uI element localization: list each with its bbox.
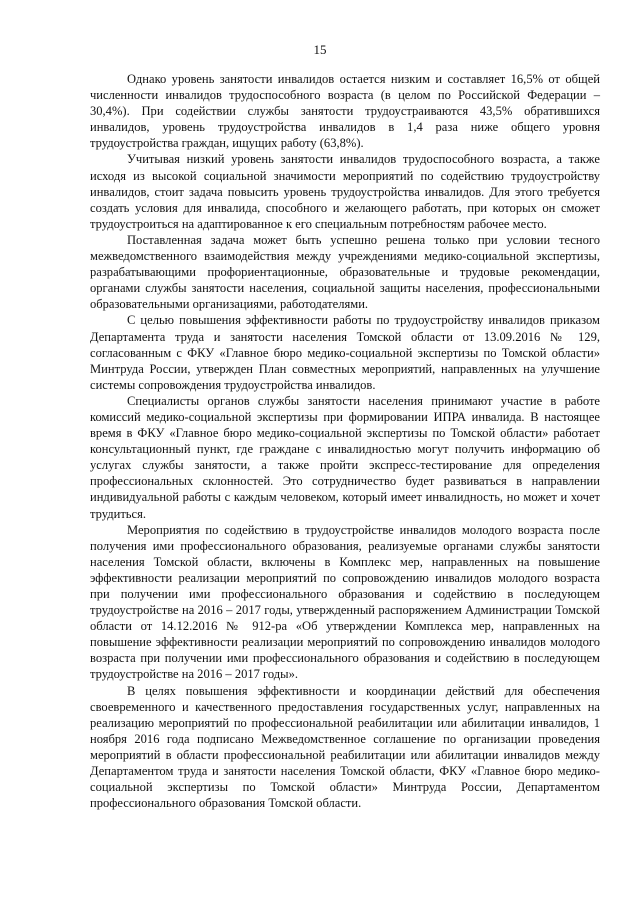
paragraph-employment-level: Однако уровень занятости инвалидов остается низким и составляет 16,5% от общей численности инвалидов трудоспособного возраста (в целом по Российской Федерации – 30,4%). При содействии службы занятости трудоустраиваются 43,5% обратившихся инвалидов, уровень трудоустройства инвалидов в 1,4 раза ниже общего уровня трудоустройства граждан, ищущих работу (63,8%). bbox=[90, 72, 600, 151]
body-text bbox=[90, 71, 600, 811]
paragraph-young-disabled-measures: Мероприятия по содействию в трудоустройстве инвалидов молодого возраста после получения ими профессионального образования, реализуемые органами службы занятости населения Томской области, включены в Комплекс мер, направленных на повышение эффективности реализации мероприятий по сопровождению инвалидов молодого возраста при получении ими профессионального образования и содействию в последующем трудоустройстве на 2016 – 2017 годы, утвержденный распоряжением Администрации Томской области от 14.12.2016 № 912-ра «Об утверждении Комплекса мер, направленных на повышение эффективности реализации мероприятий по сопровождению инвалидов молодого возраста при получении ими профессионального образования и содействию в последующем трудоустройстве на 2016 – 2017 годы». bbox=[90, 522, 600, 682]
paragraph-ipra-participation: Специалисты органов службы занятости населения принимают участие в работе комиссий медико-социальной экспертизы при формировании ИПРА инвалида. В настоящее время в ФКУ «Главное бюро медико-социальной экспертизы по Томской области» работает консультационный пункт, где граждане с инвалидностью могут получить информацию об услугах службы занятости, а также пройти экспресс-тестирование для определения профессиональных склонностей. Это сотрудничество будет развиваться в направлении индивидуальной работы с каждым человеком, который имеет инвалидность, но может и хочет трудиться. bbox=[90, 393, 600, 521]
page-number: 15 bbox=[313, 42, 327, 57]
paragraph-task-statement: Учитывая низкий уровень занятости инвалидов трудоспособного возраста, а также исходя из высокой социальной значимости мероприятий по содействию трудоустройству инвалидов, стоит задача повысить уровень трудоустройства инвалидов. Для этого требуется создать условия для инвалида, способного и желающего работать, при которых он сможет трудоустроиться на адаптированное к его специальным потребностям рабочее место. bbox=[90, 152, 600, 231]
paragraph-interagency-cooperation: Поставленная задача может быть успешно решена только при условии тесного межведомственного взаимодействия между учреждениями медико-социальной экспертизы, разрабатывающими профориентационные, образовательные и трудовые рекомендации, органами службы занятости населения, социальной защиты населения, профессиональными образовательными организациями, работодателями. bbox=[90, 232, 600, 312]
paragraph-joint-plan: С целью повышения эффективности работы по трудоустройству инвалидов приказом Департамента труда и занятости населения Томской области от 13.09.2016 № 129, согласованным с ФКУ «Главное бюро медико-социальной экспертизы по Томской области» Минтруда России, утвержден План совместных мероприятий, направленных на улучшение системы сопровождения трудоустройства инвалидов. bbox=[90, 313, 600, 392]
paragraph-interagency-agreement: В целях повышения эффективности и координации действий для обеспечения своевременного и качественного предоставления государственных услуг, направленных на реализацию мероприятий по профессиональной реабилитации или абилитации инвалидов, 1 ноября 2016 года подписано Межведомственное соглашение по организации проведения мероприятий в области профессиональной реабилитации или абилитации инвалидов между Департаментом труда и занятости населения Томской области, ФКУ «Главное бюро медико-социальной экспертизы по Томской области» Минтруда России, Департаментом профессионального образования Томской области. bbox=[90, 683, 600, 811]
